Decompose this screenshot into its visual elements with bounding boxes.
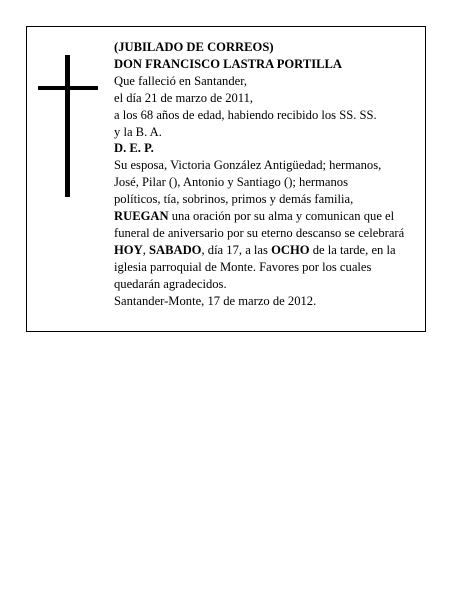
- request-paragraph: [114, 208, 420, 293]
- family-line-2: José, Pilar (), Antonio y Santiago (); hermanos: [114, 175, 348, 190]
- rip-line: D. E. P.: [114, 141, 154, 156]
- death-sacraments: y la B. A.: [114, 124, 162, 139]
- request-text-3: de la tarde, en la iglesia parroquial de Monte. Favores por los cuales quedarán agradecidos.: [114, 242, 396, 291]
- family-line-1: Su esposa, Victoria González Antigüedad; hermanos,: [114, 158, 382, 173]
- request-text-1: una oración por su alma y comunican que el funeral de aniversario por su eterno descanso se celebrará: [114, 209, 405, 240]
- sabado-word: SABADO: [148, 242, 202, 257]
- death-place: Que falleció en Santander,: [114, 73, 248, 88]
- comma-separator: ,: [142, 242, 149, 257]
- death-date: el día 21 de marzo de 2011,: [114, 90, 254, 105]
- header-occupation: (JUBILADO DE CORREOS): [114, 40, 274, 54]
- family-line-3: políticos, tía, sobrinos, primos y demás familia,: [114, 192, 354, 207]
- request-text-2: , día 17, a las: [201, 242, 272, 257]
- ocho-word: OCHO: [271, 242, 310, 257]
- header-name: DON FRANCISCO LASTRA PORTILLA: [114, 56, 343, 71]
- hoy-word: HOY: [114, 242, 143, 257]
- cross-horizontal-bar: [38, 86, 98, 90]
- notice-text: [114, 39, 420, 310]
- ruegan-word: RUEGAN: [114, 209, 169, 224]
- signoff-line: Santander-Monte, 17 de marzo de 2012.: [114, 293, 317, 308]
- cross-vertical-bar: [65, 55, 70, 197]
- death-age: a los 68 años de edad, habiendo recibido los SS. SS.: [114, 107, 377, 122]
- latin-cross-icon: [38, 55, 98, 197]
- obituary-notice: [26, 26, 426, 332]
